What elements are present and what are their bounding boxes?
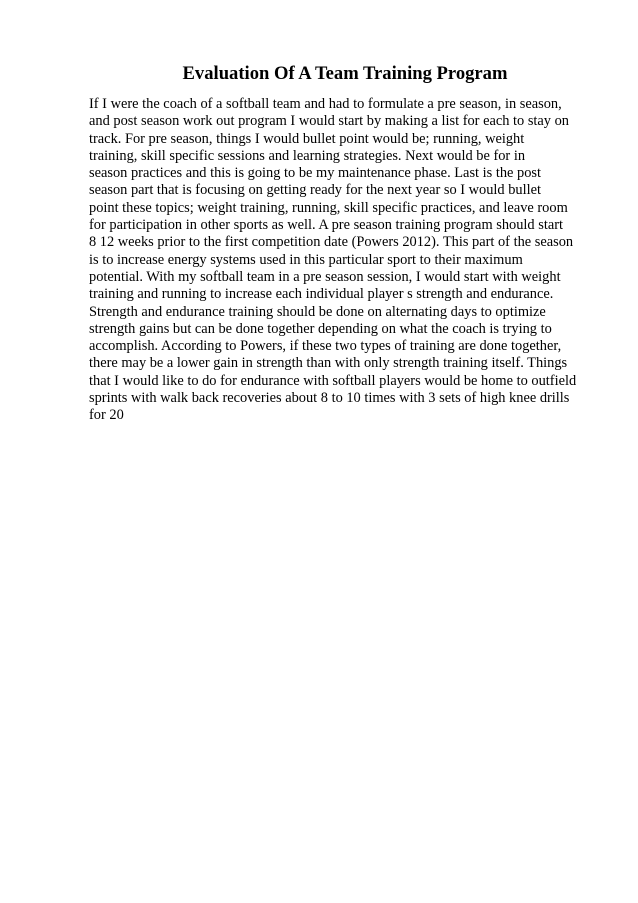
body-line: potential. With my softball team in a pre season session, I would start with weight [89, 268, 561, 285]
body-line: If I were the coach of a softball team and had to formulate a pre season, in season, [89, 96, 562, 112]
body-line: for 20 [89, 407, 124, 424]
body-line: is to increase energy systems used in this particular sport to their maximum [89, 251, 523, 268]
document-body [89, 96, 599, 425]
body-line: track. For pre season, things I would bullet point would be; running, weight [89, 130, 525, 147]
body-line: season practices and this is going to be my maintenance phase. Last is the post [89, 165, 541, 182]
body-line: accomplish. According to Powers, if these two types of training are done together, [89, 338, 562, 355]
body-line: that I would like to do for endurance with softball players would be home to outfield [89, 372, 577, 389]
body-line: sprints with walk back recoveries about 8 to 10 times with 3 sets of high knee drills [89, 390, 570, 407]
body-line: point these topics; weight training, running, skill specific practices, and leave room [89, 199, 568, 216]
body-line: training, skill specific sessions and learning strategies. Next would be for in [89, 147, 526, 164]
body-line: and post season work out program I would start by making a list for each to stay on [89, 113, 569, 130]
body-line: Strength and endurance training should be done on alternating days to optimize [89, 303, 546, 320]
body-line: season part that is focusing on getting ready for the next year so I would bullet [89, 182, 541, 199]
body-line: strength gains but can be done together depending on what the coach is trying to [89, 320, 552, 337]
document-title: Evaluation Of A Team Training Program [182, 63, 508, 84]
body-line: 8 12 weeks prior to the first competition date (Powers 2012). This part of the season [89, 234, 574, 251]
body-line: training and running to increase each individual player s strength and endurance. [89, 286, 554, 303]
body-line: there may be a lower gain in strength than with only strength training itself. Things [89, 355, 568, 372]
body-line: for participation in other sports as well. A pre season training program should start [89, 217, 563, 234]
